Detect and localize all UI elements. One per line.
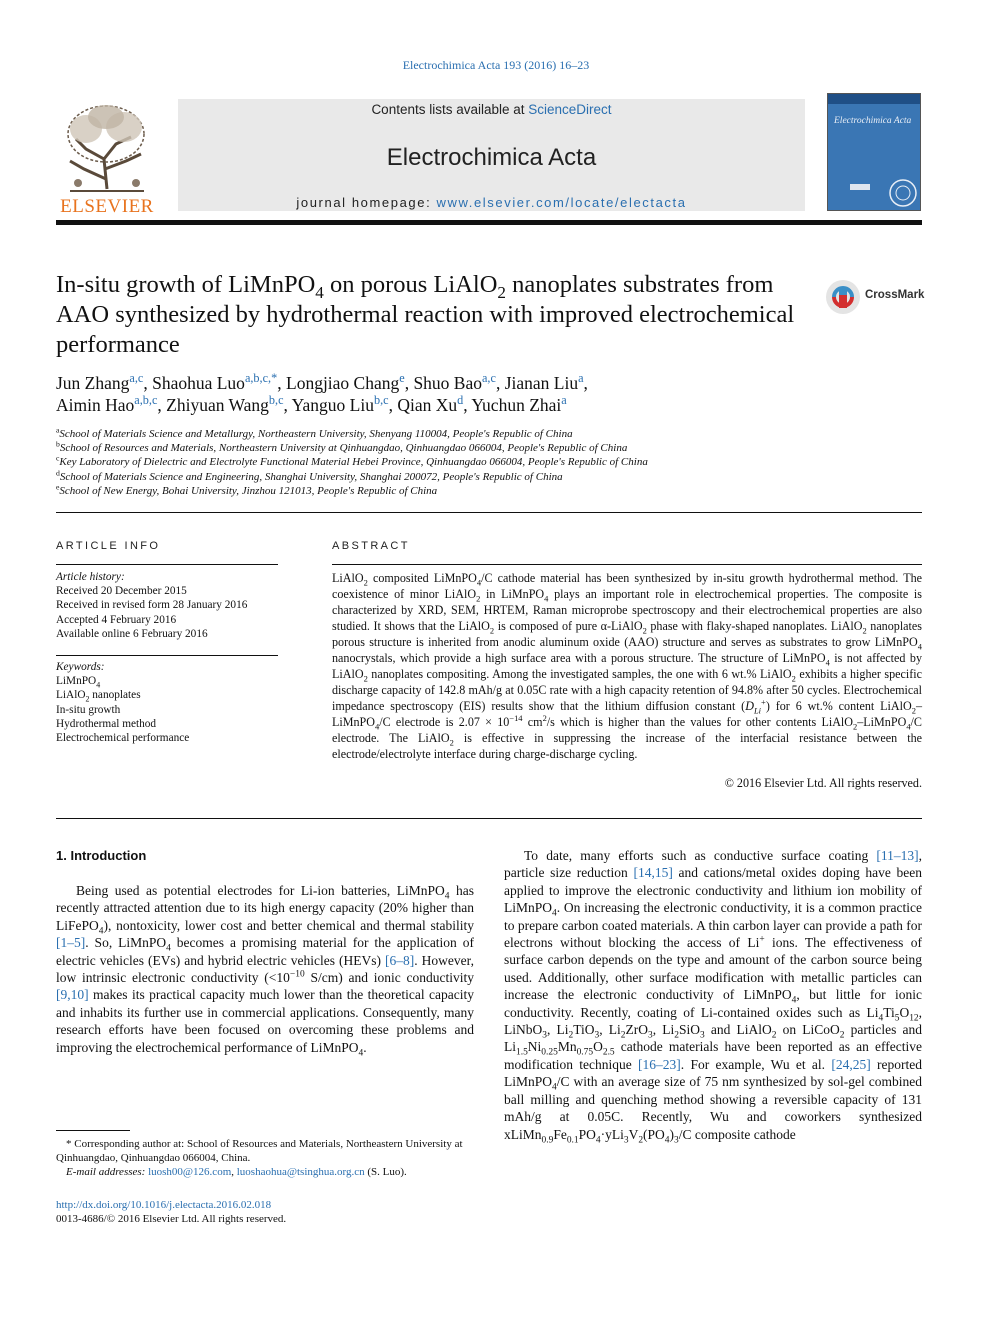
journal-name: Electrochimica Acta	[386, 144, 597, 171]
journal-citation[interactable]: Electrochimica Acta 193 (2016) 16–23	[402, 58, 590, 72]
affiliation-c: $^c$Key Laboratory of Dielectric and Electrolyte Functional Material Hebei Province, Qinhuangdao 066004, People's Republic of China	[56, 453, 648, 469]
history-list	[56, 584, 278, 641]
doi-text[interactable]: http://dx.doi.org/10.1016/j.electacta.2016.02.018	[56, 1199, 272, 1211]
affiliation-e: $^e$School of New Energy, Bohai University, Jinzhou 121013, People's Republic of China	[56, 482, 438, 497]
homepage-line	[178, 195, 805, 210]
history-item: Available online 6 February 2016	[56, 627, 208, 640]
history-item: Received 20 December 2015	[56, 585, 187, 598]
affiliation-d: $^d$School of Materials Science and Engineering, Shanghai University, Shanghai 200072, People's Republic of China	[56, 467, 563, 483]
footnote-rule	[56, 1130, 130, 1131]
affiliation-a: $^a$School of Materials Science and Metallurgy, Northeastern University, Shenyang 110004, People's Republic of China	[56, 425, 573, 440]
email-link-1[interactable]: luosh00@126.com	[148, 1166, 232, 1178]
crossmark-icon	[825, 277, 865, 317]
sciencedirect-link[interactable]: ScienceDirect	[528, 102, 612, 117]
keyword-item: In-situ growth	[56, 703, 121, 716]
cover-topband	[828, 94, 921, 104]
masthead-rule	[56, 220, 922, 225]
email-label: E-mail addresses:	[66, 1166, 149, 1178]
affiliations	[56, 427, 756, 498]
article-info-heading: ARTICLE INFO	[56, 540, 161, 552]
cover-emblem-icon	[888, 178, 918, 208]
cover-title: Electrochimica Acta	[834, 116, 912, 126]
contents-prefix: Contents lists available at	[371, 102, 529, 117]
email-link-2[interactable]: luoshaohua@tsinghua.org.cn	[236, 1166, 365, 1178]
keywords-block	[56, 660, 278, 745]
journal-cover-thumbnail[interactable]	[827, 93, 921, 211]
abstract-heading: ABSTRACT	[332, 540, 410, 552]
elsevier-wordmark: ELSEVIER	[60, 196, 154, 217]
keywords-rule	[56, 655, 278, 656]
contents-line	[178, 102, 805, 117]
homepage-link[interactable]: www.elsevier.com/locate/electacta	[436, 195, 687, 210]
intro-section-title: 1. Introduction	[56, 848, 147, 863]
article-info-rule	[56, 564, 278, 565]
journal-banner	[178, 99, 805, 211]
intro-left-paragraph: Being used as potential electrodes for Li-ion batteries, LiMnPO$_4$ has recently attracted attention due to its high energy capacity (20% higher than LiFePO$_4$), nontoxicity, lower cost and better chemical and thermal stability [1–5]. So, LiMnPO$_4$ becomes a promising material for the application of electric vehicles (EVs) and hybrid electric vehicles (HEVs) [6–8]. However, low intrinsic electronic conductivity ($<10^{-10}$ S/cm) and ionic conductivity [9,10] makes its practical capacity much lower than the theoretical capacity and inhabits its further use in commercial applications. Consequently, many research efforts have been focused on overcoming these problems and improving the electrochemical performance of LiMnPO$_4$.	[56, 883, 474, 1059]
article-history	[56, 570, 278, 641]
corresponding-author-note	[56, 1137, 474, 1165]
crossmark-label: CrossMark	[865, 289, 925, 301]
journal-masthead	[56, 91, 922, 223]
keywords-list	[56, 674, 278, 745]
homepage-prefix: journal homepage:	[296, 195, 437, 210]
history-item: Received in revised form 28 January 2016	[56, 599, 248, 612]
intro-right-paragraph: To date, many efforts such as conductive surface coating [11–13], particle size reduction [14,15] and cations/metal oxides doping have been applied to improve the electronic conductivity and lithium ion mobility of LiMnPO$_4$. On increasing the electronic conductivity, it is a common practice to prepare carbon coated materials. A thin carbon layer can provide a path for electrons without blocking the access of Li+ ions. The effectiveness of surface carbon depends on the type and amount of the carbon source being used. Additionally, other surface modification with metallic particles can increase the electronic conductivity of LiMnPO$_4$, but little for ionic conductivity. Recently, coating of Li-contained oxides such as $Li_4Ti_5O_{12}$, LiNbO$_3$, $Li_2TiO_3$, $Li_2ZrO_3$, $Li_2SiO_3$ and LiAlO$_2$ on LiCoO$_2$ particles and $Li_{1.5}Ni_{0.25}Mn_{0.75}O_{2.5}$ cathode materials have been reported as an effective modification technique [16–23]. For example, Wu et al. [24,25] reported LiMnPO$_4$/C with an average size of 75 nm synthesized by sol-gel combined ball milling and quenching method showing a reversible capacity of 131 mAh/g at 0.05C. Recently, Wu and coworkers synthesized $xLiMn_{0.9}Fe_{0.1}PO_4\cdot yLi_3V_2(PO_4)_3/C$ composite cathode	[504, 848, 923, 1146]
crossmark-badge[interactable]	[825, 277, 925, 317]
keyword-item: LiAlO$_2$ nanoplates	[56, 689, 141, 704]
abstract-copyright: © 2016 Elsevier Ltd. All rights reserved.	[724, 776, 922, 790]
email-suffix: (S. Luo).	[364, 1166, 407, 1178]
history-item: Accepted 4 February 2016	[56, 613, 177, 626]
article-title: In-situ growth of LiMnPO$_4$ on porous LiAlO$_2$ nanoplates substrates from AAO synthesized by hydrothermal reaction with improved electrochemical performance	[56, 271, 795, 358]
abstract-text: LiAlO$_2$ composited LiMnPO$_4$/C cathode material has been synthesized by in-situ growth hydrothermal method. The coexistence of minor LiAlO$_2$ in LiMnPO$_4$ plays an important role in electrochemical properties. The composite is characterized by XRD, SEM, HRTEM, Raman microprobe spectroscopy and their electrochemical properties are also studied. It shows that the LiAlO$_2$ is composed of pure α-LiAlO$_2$ phase with flaky-shaped nanoplates. LiAlO$_2$ nanoplates porous structure is inherited from anodic aluminum oxide (AAO) structure and serves as substrates to grow LiMnPO$_4$ nanocrystals, which provide a high surface area with a porous structure. The structure of LiMnPO$_4$ is not affected by LiAlO$_2$ nanoplates compositing. Among the investigated samples, the one with 6 wt.% LiAlO$_2$ exhibits a higher specific discharge capacity of 142.8 mAh/g at 0.05C rate with a high capacity retention of 94.8% after 50 cycles. Electrochemical impedance spectroscopy (EIS) results show that the lithium diffusion constant $(D_{Li}^+)$ for 6 wt.% content LiAlO$_2$–LiMnPO$_4$/C electrode is $2.07 \times 10^{-14}$ $cm^2/s$ which is higher than the values for other contents LiAlO$_2$–LiMnPO$_4$/C electrode. The LiAlO$_2$ is effective in suppressing the increase of the interfacial resistance between the electrode/electrolyte interface during charge-discharge cycling.	[332, 571, 923, 761]
affiliation-rule	[56, 512, 922, 513]
issn-line: 0013-4686/© 2016 Elsevier Ltd. All rights reserved.	[56, 1213, 287, 1225]
author-list: Jun Zhang$^{a,c}$, Shaohua Luo$^{a,b,c,*}$, Longjiao Chang$^e$, Shuo Bao$^{a,c}$, Jianan Liu$^a$, Aimin Hao$^{a,b,c}$, Zhiyuan Wang$^{b,c}$, Yanguo Liu$^{b,c}$, Qian Xu$^d$, Yuchun Zhai$^a$	[56, 371, 588, 415]
cover-label-block	[850, 184, 870, 190]
abstract-bottom-rule	[56, 818, 922, 819]
email-note: E-mail addresses: luosh00@126.com, luoshaohua@tsinghua.org.cn (S. Luo).	[66, 1166, 407, 1178]
abstract-rule	[332, 564, 922, 565]
keyword-item: LiMnPO$_4$	[56, 675, 101, 690]
elsevier-logo[interactable]	[56, 99, 158, 215]
corresponding-text: * Corresponding author at: School of Resources and Materials, Northeastern University at Qinhuangdao, Qinhuangdao 066004, China.	[56, 1138, 463, 1164]
keyword-item: Hydrothermal method	[56, 717, 157, 730]
history-label: Article history:	[56, 571, 125, 583]
affiliation-b: $^b$School of Resources and Materials, Northeastern University at Qinhuangdao, Qinhuangdao 066004, People's Republic of China	[56, 439, 628, 455]
keywords-label: Keywords:	[56, 661, 105, 673]
doi-link[interactable]	[56, 1198, 474, 1212]
keyword-item: Electrochemical performance	[56, 732, 190, 745]
